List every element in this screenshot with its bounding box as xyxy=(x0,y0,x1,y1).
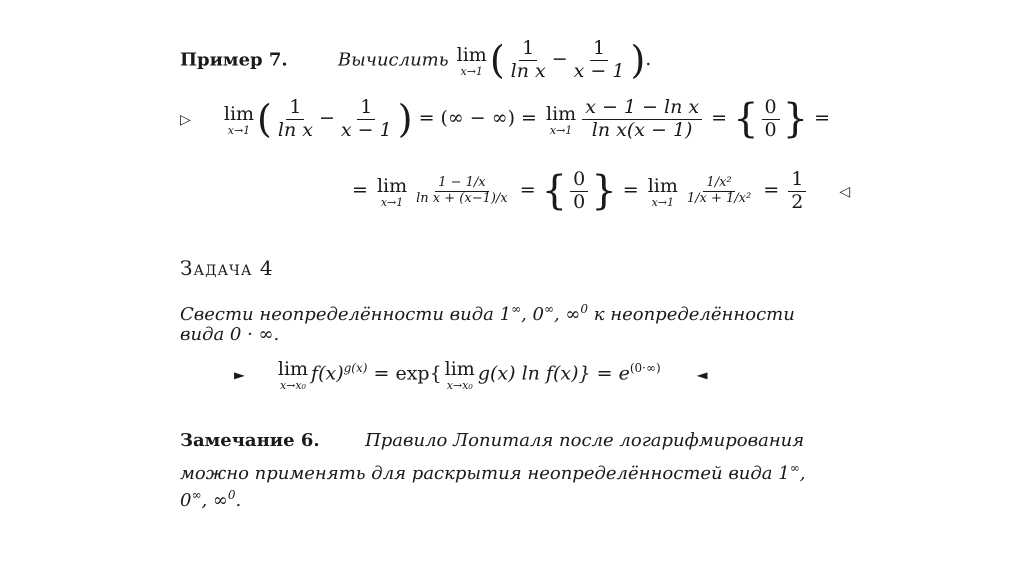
close-marker: ◁ xyxy=(839,184,851,200)
task-text-line-1: Свести неопределённости вида 1∞, 0∞, ∞$^0$ к неопределённости xyxy=(180,302,795,325)
fraction: $\frac{1 - 1/x}{\text{ln x + (x−1)/x}}$ xyxy=(416,174,508,206)
limit-operator: lim x→x₀ xyxy=(444,358,475,392)
fraction: $\frac{\text{1/x²}}{\text{1/x + 1/x²}}$ xyxy=(686,174,752,206)
limit-operator: lim x→1 xyxy=(546,102,577,137)
fraction: $\frac{1}{\text{ln x}}$ xyxy=(277,95,313,141)
formula-open-marker: ► xyxy=(234,367,245,384)
limit-operator: lim x→1 xyxy=(456,43,487,78)
limit-operator: lim x→x₀ xyxy=(277,358,309,392)
limit-operator: lim x→1 xyxy=(376,174,408,209)
remark-line-3: 0∞, ∞$^0$. xyxy=(180,488,242,511)
indeterminate-form: $\frac{0}{0}$ xyxy=(570,169,588,214)
limit-operator: lim x→1 xyxy=(647,174,678,209)
task-heading: Задача 4 xyxy=(180,256,274,280)
example-expression: lim x→1 ( $\frac{1}{\text{ln x}}$ − $\frac{1}{x - 1}$ ). xyxy=(456,37,652,83)
formula-close-marker: ◄ xyxy=(696,367,708,384)
equals-infinity-difference: = (∞ − ∞) = xyxy=(418,107,537,129)
task-formula: ► lim x→x₀ $f(x)^{g(x)} = \exp${ lim x→x₀ g(x) $\ln f(x)\} = e^{(0\cdot\infty)}$ ◄ xyxy=(234,358,708,392)
indeterminate-form: $\frac{0}{0}$ xyxy=(762,97,780,142)
remark-line-1: Замечание 6. Правило Лопиталя после логарифмирования xyxy=(180,430,805,451)
example-heading xyxy=(180,38,651,83)
limit-operator: lim x→1 xyxy=(223,102,255,137)
fraction: $\frac{\text{x − 1 − ln x}}{\text{ln x(x − 1)}}$ xyxy=(582,97,702,142)
remark-label: Замечание 6. xyxy=(180,430,320,451)
fraction: $\frac{1}{x - 1}$ xyxy=(340,95,392,141)
result-fraction: $\frac{1}{2}$ xyxy=(788,169,806,214)
open-marker: ▷ xyxy=(180,112,191,128)
remark-line-2: можно применять для раскрытия неопределённостей вида 1∞, xyxy=(180,461,806,484)
task-text-line-2: вида 0 · ∞. xyxy=(180,324,280,345)
example-task: Вычислить xyxy=(337,49,449,71)
fraction: $\frac{1}{x - 1}$ xyxy=(573,37,625,82)
solution-line-2: = lim x→1 $\frac{1 - 1/x}{\text{ln x + (x−1)/x}}$ = { $\frac{0}{0}$ } = lim x→1 $\frac{\text{1/x²}}{\text{1/x + 1/x²}}$ = $\frac{1}{2}$ ◁ xyxy=(352,167,851,214)
solution-line-1: ▷ lim x→1 ( $\frac{1}{\text{ln x}}$ − $\frac{1}{x - 1}$ ) = (∞ − ∞) = lim x→1 $\frac{\text{x − 1 − ln x}}{\text{ln x(x − 1)}}$ = { $\frac{0}{0}$ } = xyxy=(180,95,831,142)
fraction: $\frac{1}{\text{ln x}}$ xyxy=(510,37,546,82)
example-label: Пример 7. xyxy=(180,49,288,71)
